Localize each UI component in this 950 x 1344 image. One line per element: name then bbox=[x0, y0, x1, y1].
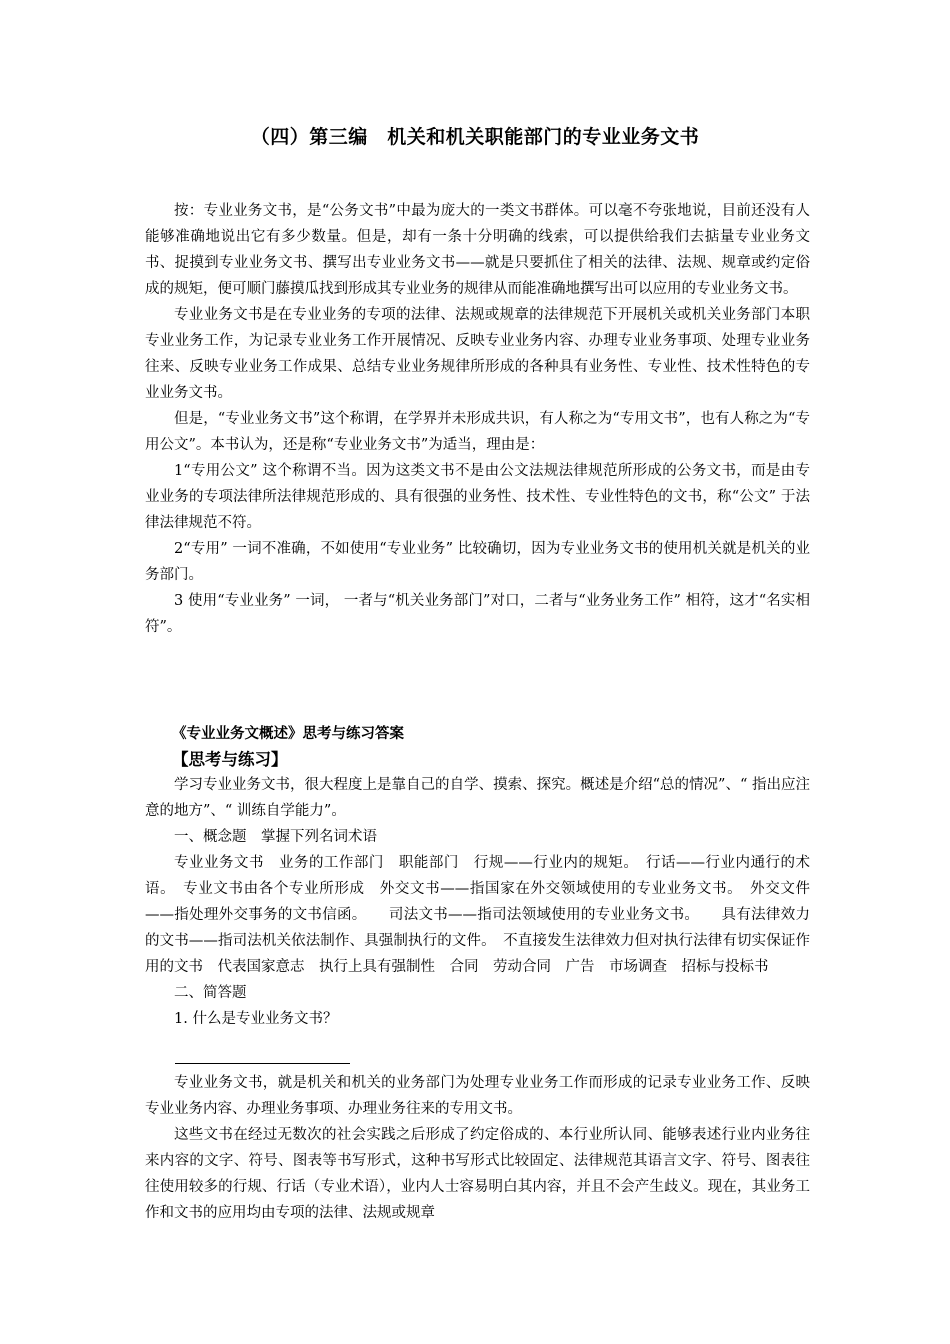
paragraph: 1. 什么是专业业务文书？ bbox=[174, 1011, 338, 1027]
paragraph: 2“专用” 一词不准确，不如使用“专业业务” 比较确切，因为专业业务文书的使用机关就是机关的业务部门。 bbox=[145, 541, 810, 583]
answer-blank-line bbox=[175, 1063, 350, 1064]
paragraph: 3 使用“专业业务” 一词， 一者与“机关业务部门”对口，二者与“业务业务工作” 相符，这才“名实相符”。 bbox=[145, 593, 810, 635]
paragraph: 学习专业业务文书，很大程度上是靠自己的自学、摸索、探究。概述是介绍“总的情况”、“ 指出应注意的地方”、“ 训练自学能力”。 bbox=[145, 777, 810, 819]
section-title: 《专业业务文概述》思考与练习答案 bbox=[172, 726, 404, 742]
paragraph: 专业业务文书，就是机关和机关的业务部门为处理专业业务工作而形成的记录专业业务工作、反映专业业务内容、办理业务事项、办理业务往来的专用文书。 bbox=[145, 1075, 810, 1117]
intro-section bbox=[145, 198, 810, 640]
paragraph: 一、概念题 掌握下列名词术语 bbox=[174, 829, 377, 845]
paragraph: 1“专用公文” 这个称谓不当。因为这类文书不是由公文法规法律规范所形成的公务文书，而是由专业业务的专项法律所法律规范形成的、具有很强的业务性、技术性、专业性特色的文书，称“公文” 于法律法律规范不符。 bbox=[145, 463, 810, 531]
paragraph: 二、简答题 bbox=[174, 985, 247, 1001]
exercise-section bbox=[145, 772, 810, 1032]
section-subtitle: 【思考与练习】 bbox=[172, 750, 288, 769]
page-title: （四）第三编 机关和机关职能部门的专业业务文书 bbox=[250, 126, 700, 148]
paragraph: 这些文书在经过无数次的社会实践之后形成了约定俗成的、本行业所认同、能够表述行业内业务往来内容的文字、符号、图表等书写形式，这种书写形式比较固定、法律规范其语言文字、符号、图表往往使用较多的行规、行话（专业术语），业内人士容易明白其内容，并且不会产生歧义。现在，其业务工作和文书的应用均由专项的法律、法规或规章 bbox=[145, 1127, 810, 1221]
paragraph: 专业业务文书 业务的工作部门 职能部门 行规——行业内的规矩。 行话——行业内通行的术语。 专业文书由各个专业所形成 外交文书——指国家在外交领域使用的专业业务文书。 外交文件——指处理外交事务的文书信函。 司法文书——指司法领域使用的专业业务文书。 具有法律效力的文书——指司法机关依法制作、具强制执行的文件。 不直接发生法律效力但对执行法律有切实保证作用的文书 代表国家意志 执行上具有强制性 合同 劳动合同 广告 市场调查 招标与投标书 bbox=[145, 855, 810, 975]
paragraph: 按：专业业务文书，是“公务文书”中最为庞大的一类文书群体。可以毫不夸张地说，目前还没有人能够准确地说出它有多少数量。但是，却有一条十分明确的线索，可以提供给我们去掂量专业业务文书、捉摸到专业业务文书、撰写出专业业务文书——就是只要抓住了相关的法律、法规、规章或约定俗成的规矩，便可顺门藤摸瓜找到形成其专业业务的规律从而能准确地撰写出可以应用的专业业务文书。 bbox=[145, 203, 810, 297]
paragraph: 但是，“专业业务文书”这个称谓，在学界并未形成共识，有人称之为“专用文书”，也有人称之为“专用公文”。本书认为，还是称“专业业务文书”为适当，理由是： bbox=[145, 411, 810, 453]
paragraph: 专业业务文书是在专业业务的专项的法律、法规或规章的法律规范下开展机关或机关业务部门本职专业业务工作，为记录专业业务工作开展情况、反映专业业务内容、办理专业业务事项、处理专业业务往来、反映专业业务工作成果、总结专业业务规律所形成的各种具有业务性、专业性、技术性特色的专业业务文书。 bbox=[145, 307, 810, 401]
answer-section bbox=[145, 1070, 810, 1226]
